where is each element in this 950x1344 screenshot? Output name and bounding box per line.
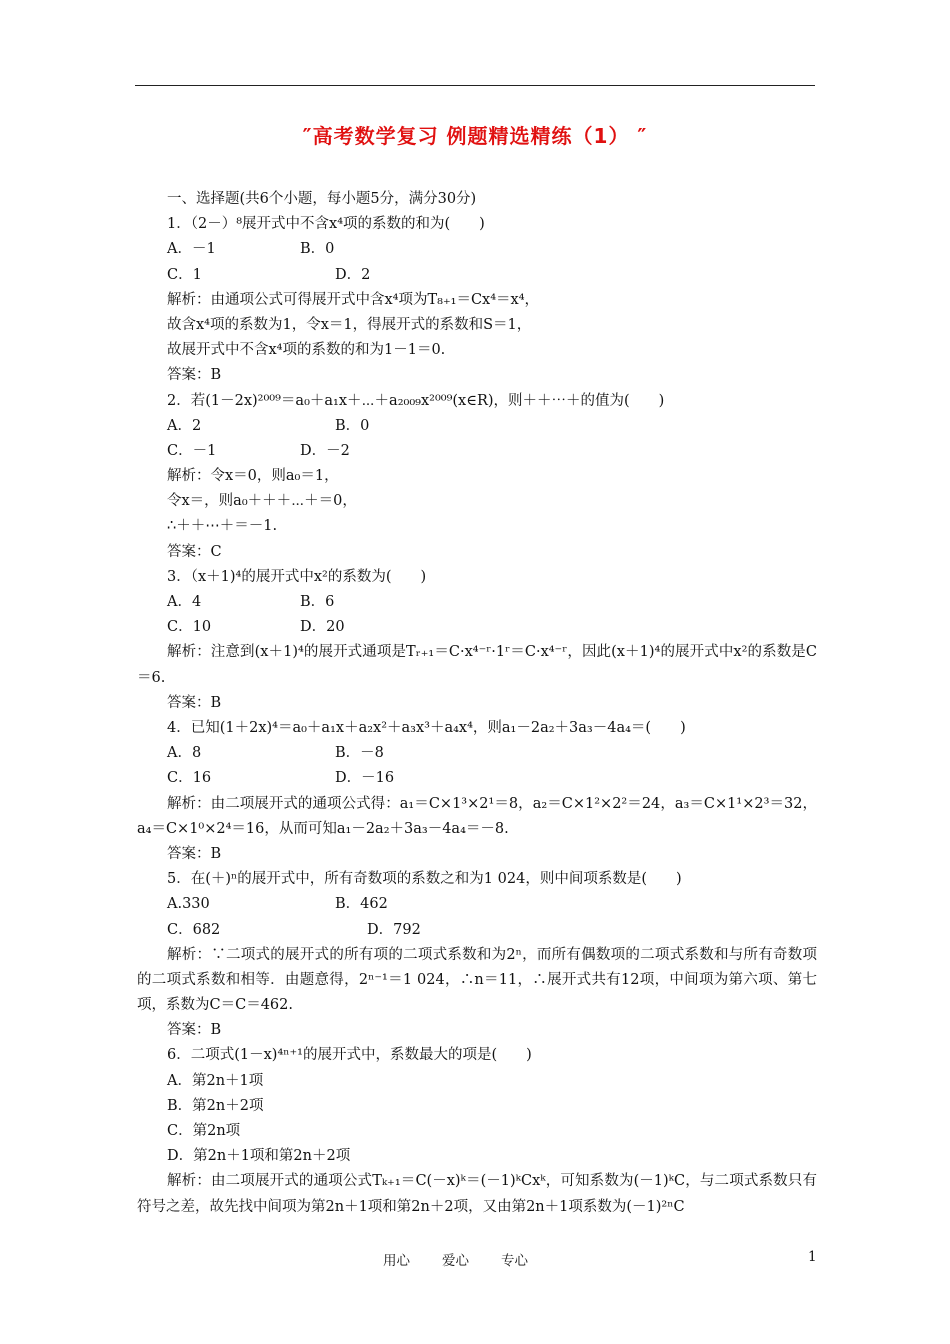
text-line: 答案：B bbox=[167, 845, 222, 862]
option-b: D．－2 bbox=[300, 442, 350, 459]
option-row bbox=[137, 892, 817, 917]
option-row bbox=[137, 237, 817, 262]
option-b: D．－16 bbox=[335, 770, 395, 787]
text-line: 解析：注意到(x＋1)⁴的展开式通项是Tᵣ₊₁＝C·x⁴⁻ʳ·1ʳ＝C·x⁴⁻ʳ，因此(x＋1)⁴的展开式中x²的系数是C＝6. bbox=[137, 644, 817, 686]
option-row bbox=[137, 918, 817, 943]
text-line: D．第2n＋1项和第2n＋2项 bbox=[167, 1148, 351, 1165]
option-a: A．4 bbox=[167, 594, 202, 610]
text-line: 一、选择题(共6个小题，每小题5分，满分30分) bbox=[167, 191, 477, 207]
footer-word: 专心 bbox=[501, 1253, 528, 1269]
option-b: D．2 bbox=[335, 266, 371, 283]
option-b: B．462 bbox=[335, 896, 388, 913]
option-row bbox=[137, 439, 817, 464]
text-line: 解析：令x＝0，则a₀＝1， bbox=[167, 468, 339, 485]
text-line: 答案：B bbox=[167, 694, 222, 711]
text-line: 解析：由二项展开式的通项公式得：a₁＝C×1³×2¹＝8，a₂＝C×1²×2²＝24，a₃＝C×1¹×2³＝32，a₄＝C×1⁰×2⁴＝16，从而可知a₁－2a₂＋3a₃－4a₄＝－8. bbox=[137, 795, 817, 837]
footer-word: 爱心 bbox=[442, 1253, 469, 1269]
document-body bbox=[137, 187, 817, 1220]
document-title: ″高考数学复习 例题精选精练（1） ″ bbox=[302, 124, 648, 148]
option-b: D．20 bbox=[300, 619, 345, 636]
text-line: 2．若(1－2x)²⁰⁰⁹＝a₀＋a₁x＋⋯＋a₂₀₀₉x²⁰⁰⁹(x∈R)，则＋＋⋯＋的值为( ) bbox=[167, 392, 665, 409]
header-rule bbox=[135, 85, 815, 86]
option-a: C．－1 bbox=[167, 442, 217, 459]
option-a: A.330 bbox=[167, 896, 210, 913]
option-row bbox=[137, 414, 817, 439]
text-line: 答案：C bbox=[167, 543, 222, 560]
text-line: C．第2n项 bbox=[167, 1123, 241, 1140]
option-a: C．16 bbox=[167, 770, 212, 787]
text-line: 1．（2－）⁸展开式中不含x⁴项的系数的和为( ) bbox=[167, 216, 485, 233]
text-line: A．第2n＋1项 bbox=[167, 1072, 264, 1089]
option-row bbox=[137, 766, 817, 791]
text-line: 6．二项式(1－x)⁴ⁿ⁺¹的展开式中，系数最大的项是( ) bbox=[167, 1047, 532, 1064]
text-line: ∴＋＋⋯＋＝－1. bbox=[167, 518, 278, 535]
text-line: 解析：∵二项式的展开式的所有项的二项式系数和为2ⁿ，而所有偶数项的二项式系数和与所有奇数项的二项式系数和相等．由题意得，2ⁿ⁻¹＝1 024，∴n＝11，∴展开式共有12项，中间项为第六项、第七项，系数为C＝C＝462. bbox=[137, 946, 817, 1014]
text-line: 故展开式中不含x⁴项的系数的和为1－1＝0. bbox=[167, 342, 446, 359]
text-line: 5．在(＋)ⁿ的展开式中，所有奇数项的系数之和为1 024，则中间项系数是( ) bbox=[167, 871, 682, 888]
text-line: 答案：B bbox=[167, 1022, 222, 1039]
option-a: A．8 bbox=[167, 745, 202, 762]
option-a: C．10 bbox=[167, 619, 212, 636]
option-row bbox=[137, 741, 817, 766]
option-row bbox=[137, 615, 817, 640]
footer-word: 用心 bbox=[383, 1253, 410, 1269]
text-line: 答案：B bbox=[167, 367, 222, 384]
option-a: A．－1 bbox=[167, 241, 216, 258]
text-line: 3．（x＋1)⁴的展开式中x²的系数为( ) bbox=[167, 568, 427, 585]
option-b: B．－8 bbox=[335, 745, 384, 762]
option-b: D．792 bbox=[367, 921, 421, 938]
option-row bbox=[137, 263, 817, 288]
text-line: 令x＝，则a₀＋＋＋⋯＋＝0， bbox=[167, 493, 357, 510]
option-b: B．6 bbox=[300, 594, 335, 610]
text-line: 解析：由通项公式可得展开式中含x⁴项为T₈₊₁＝Cx⁴＝x⁴， bbox=[167, 291, 540, 308]
option-row bbox=[137, 590, 817, 615]
option-a: C．1 bbox=[167, 266, 202, 283]
page-number: 1 bbox=[808, 1249, 817, 1265]
option-b: B．0 bbox=[300, 241, 335, 258]
option-a: C．682 bbox=[167, 921, 221, 938]
option-a: A．2 bbox=[167, 417, 202, 434]
text-line: 解析：由二项展开式的通项公式Tₖ₊₁＝C(－x)ᵏ＝(－1)ᵏCxᵏ，可知系数为(－1)ᵏC，与二项式系数只有符号之差，故先找中间项为第2n＋1项和第2n＋2项，又由第2n＋1项系数为(－1)²ⁿC bbox=[137, 1173, 817, 1215]
text-line: 故含x⁴项的系数为1，令x＝1，得展开式的系数和S＝1， bbox=[167, 316, 532, 333]
text-line: B．第2n＋2项 bbox=[167, 1097, 264, 1114]
option-b: B．0 bbox=[335, 417, 370, 434]
footer-motto bbox=[383, 1249, 560, 1269]
text-line: 4．已知(1＋2x)⁴＝a₀＋a₁x＋a₂x²＋a₃x³＋a₄x⁴，则a₁－2a₂＋3a₃－4a₄＝( ) bbox=[167, 719, 686, 736]
